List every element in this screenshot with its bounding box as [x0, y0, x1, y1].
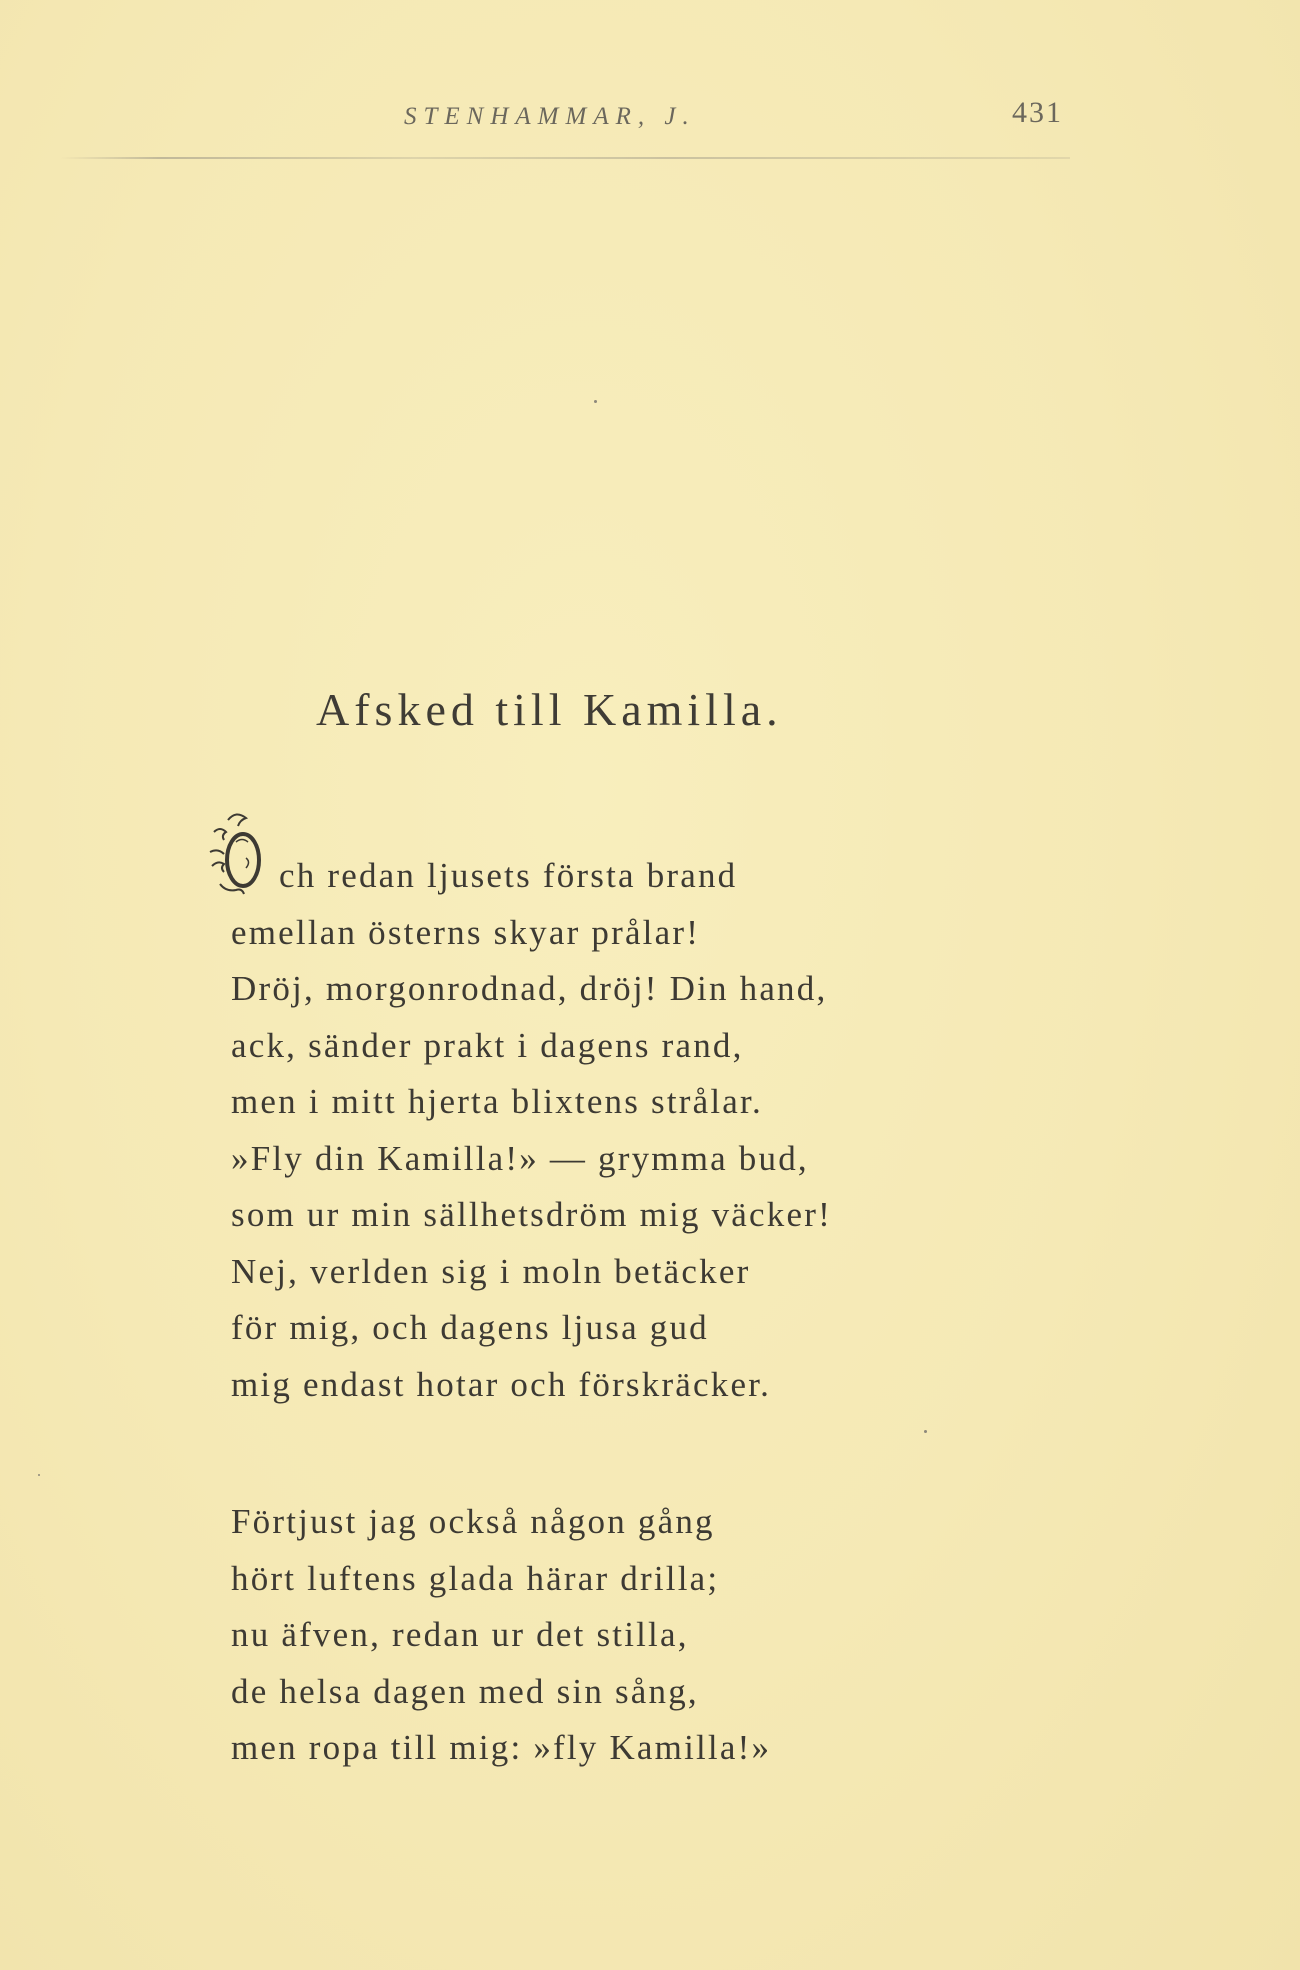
poem-line: ack, sänder prakt i dagens rand,	[231, 1025, 744, 1065]
poem-line: som ur min sällhetsdröm mig väcker!	[231, 1195, 832, 1234]
poem-line: Dröj, morgonrodnad, dröj! Din hand,	[231, 969, 828, 1008]
poem-line: Förtjust jag också någon gång	[231, 1502, 715, 1541]
poem-line: mig endast hotar och förskräcker.	[231, 1364, 772, 1404]
poem-stanza	[231, 848, 832, 1413]
poem-line: för mig, och dagens ljusa gud	[231, 1308, 709, 1347]
paper-speck	[38, 1474, 40, 1476]
poem-line: Nej, verlden sig i moln betäcker	[231, 1251, 751, 1291]
poem-line: »Fly din Kamilla!» — grymma bud,	[231, 1138, 809, 1178]
poem-line: ch redan ljusets första brand	[279, 856, 738, 895]
poem-line: men ropa till mig: »fly Kamilla!»	[231, 1728, 772, 1767]
poem-line: hört luftens glada härar drilla;	[231, 1558, 720, 1598]
page-number: 431	[1012, 96, 1063, 129]
paper-speck	[924, 1430, 927, 1433]
paper-speck	[594, 400, 597, 403]
header-rule	[60, 157, 1070, 159]
poem-stanza	[231, 1494, 771, 1777]
poem-title: Afsked till Kamilla.	[316, 684, 783, 735]
poem-line: de helsa dagen med sin sång,	[231, 1671, 699, 1711]
poem-line: emellan österns skyar prålar!	[231, 912, 701, 952]
running-head: STENHAMMAR, J.	[404, 103, 696, 130]
poem-line: nu äfven, redan ur det stilla,	[231, 1615, 689, 1654]
poem-line: men i mitt hjerta blixtens strålar.	[231, 1082, 763, 1121]
